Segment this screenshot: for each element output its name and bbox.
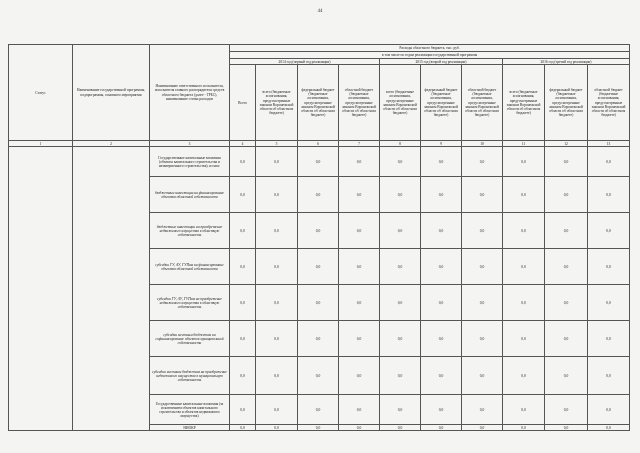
value-cell: 0,0 <box>380 147 421 177</box>
column-number: 5 <box>256 141 298 147</box>
row-label: субсидии ГУ, АУ, ГУПам на приобретение недвижимого имущества в областную собственность <box>150 285 230 321</box>
header-total: Всего <box>230 65 256 141</box>
value-cell: 0,0 <box>588 425 630 431</box>
value-cell: 0,0 <box>588 285 630 321</box>
header-program-name: Наименование государственной программы, подпрограммы, основного мероприятия <box>73 45 150 141</box>
budget-table <box>8 44 630 431</box>
value-cell: 0,0 <box>298 177 339 213</box>
value-cell: 0,0 <box>339 147 380 177</box>
value-cell: 0,0 <box>298 249 339 285</box>
value-cell: 0,0 <box>462 285 503 321</box>
value-cell: 0,0 <box>256 213 298 249</box>
value-cell: 0,0 <box>421 357 462 395</box>
value-cell: 0,0 <box>462 321 503 357</box>
value-cell: 0,0 <box>230 285 256 321</box>
header-col-regional-ext-2016: всего (бюджетные ассигнования, предусмотренные законом Воронежской области об областном бюджете) <box>503 65 545 141</box>
value-cell: 0,0 <box>339 321 380 357</box>
value-cell: 0,0 <box>230 425 256 431</box>
value-cell: 0,0 <box>462 357 503 395</box>
value-cell: 0,0 <box>462 395 503 425</box>
row-label: субсидии местным бюджетам на приобретение недвижимого имущества в муниципальную собственность <box>150 357 230 395</box>
row-label: Государственные капитальные вложения (объекты капитального строительства и незавершенного строительства), из них: <box>150 147 230 177</box>
value-cell: 0,0 <box>230 147 256 177</box>
header-col-federal-2016: федеральный бюджет (бюджетные ассигнования, предусмотренные законом Воронежской области об областном бюджете) <box>545 65 588 141</box>
value-cell: 0,0 <box>298 213 339 249</box>
value-cell: 0,0 <box>380 425 421 431</box>
value-cell: 0,0 <box>339 357 380 395</box>
value-cell: 0,0 <box>545 321 588 357</box>
value-cell: 0,0 <box>256 249 298 285</box>
value-cell: 0,0 <box>421 249 462 285</box>
value-cell: 0,0 <box>421 213 462 249</box>
row-label: субсидии местным бюджетам на софинансирование объектов муниципальной собственности <box>150 321 230 357</box>
value-cell: 0,0 <box>230 357 256 395</box>
header-col-regional-2016: областной бюджет (бюджетные ассигнования, предусмотренные законом Воронежской области об областном бюджете) <box>588 65 630 141</box>
header-col-federal-2015: федеральный бюджет (бюджетные ассигнования, предусмотренные законом Воронежской области об областном бюджете) <box>421 65 462 141</box>
value-cell: 0,0 <box>256 425 298 431</box>
header-col-regional-2014: областной бюджет (бюджетные ассигнования, предусмотренные законом Воронежской области об областном бюджете) <box>339 65 380 141</box>
row-label: бюджетные инвестиции на финансирование объектов областной собственности <box>150 177 230 213</box>
value-cell: 0,0 <box>588 147 630 177</box>
header-col-regional-2015: областной бюджет (бюджетные ассигнования, предусмотренные законом Воронежской области об областном бюджете) <box>462 65 503 141</box>
value-cell: 0,0 <box>421 425 462 431</box>
value-cell: 0,0 <box>503 285 545 321</box>
value-cell: 0,0 <box>545 425 588 431</box>
header-col-regional-ext-2014: всего (бюджетные ассигнования, предусмотренные законом Воронежской области об областном бюджете) <box>256 65 298 141</box>
header-col-federal-2014: федеральный бюджет (бюджетные ассигнования, предусмотренные законом Воронежской области об областном бюджете) <box>298 65 339 141</box>
value-cell: 0,0 <box>380 321 421 357</box>
column-number: 2 <box>73 141 150 147</box>
value-cell: 0,0 <box>503 321 545 357</box>
column-number: 13 <box>588 141 630 147</box>
value-cell: 0,0 <box>462 147 503 177</box>
row-label: субсидии ГУ, АУ, ГУПам на финансирование объектов областной собственности <box>150 249 230 285</box>
value-cell: 0,0 <box>298 425 339 431</box>
value-cell: 0,0 <box>545 249 588 285</box>
value-cell: 0,0 <box>339 395 380 425</box>
value-cell: 0,0 <box>380 177 421 213</box>
page-number: 44 <box>317 9 323 14</box>
column-number: 3 <box>150 141 230 147</box>
value-cell: 0,0 <box>545 177 588 213</box>
column-number: 7 <box>339 141 380 147</box>
value-cell: 0,0 <box>421 177 462 213</box>
column-number: 9 <box>421 141 462 147</box>
value-cell: 0,0 <box>380 395 421 425</box>
value-cell: 0,0 <box>588 213 630 249</box>
value-cell: 0,0 <box>298 147 339 177</box>
column-number: 12 <box>545 141 588 147</box>
value-cell: 0,0 <box>421 147 462 177</box>
value-cell: 0,0 <box>256 177 298 213</box>
value-cell: 0,0 <box>380 285 421 321</box>
header-by-years: в том числе по годам реализации государственной программы <box>230 52 630 59</box>
value-cell: 0,0 <box>503 147 545 177</box>
value-cell: 0,0 <box>339 213 380 249</box>
header-status: Статус <box>9 45 73 141</box>
value-cell: 0,0 <box>421 395 462 425</box>
value-cell: 0,0 <box>230 321 256 357</box>
value-cell: 0,0 <box>503 249 545 285</box>
value-cell: 0,0 <box>503 357 545 395</box>
status-cell <box>9 147 73 431</box>
value-cell: 0,0 <box>545 147 588 177</box>
header-expenses-title: Расходы областного бюджета, тыс. руб. <box>230 45 630 52</box>
value-cell: 0,0 <box>545 357 588 395</box>
value-cell: 0,0 <box>380 357 421 395</box>
value-cell: 0,0 <box>588 321 630 357</box>
value-cell: 0,0 <box>421 285 462 321</box>
value-cell: 0,0 <box>421 321 462 357</box>
value-cell: 0,0 <box>380 213 421 249</box>
value-cell: 0,0 <box>256 357 298 395</box>
value-cell: 0,0 <box>503 395 545 425</box>
value-cell: 0,0 <box>298 285 339 321</box>
value-cell: 0,0 <box>380 249 421 285</box>
header-year-2015: 2015 год (второй год реализации) <box>380 59 503 65</box>
row-label: бюджетные инвестиции на приобретение недвижимого имущества в областную собственность <box>150 213 230 249</box>
table-row <box>9 147 630 177</box>
row-label: НИОКР <box>150 425 230 431</box>
program-cell <box>73 147 150 431</box>
value-cell: 0,0 <box>256 395 298 425</box>
value-cell: 0,0 <box>462 213 503 249</box>
value-cell: 0,0 <box>462 177 503 213</box>
column-number: 4 <box>230 141 256 147</box>
column-number: 10 <box>462 141 503 147</box>
header-year-2016: 2016 год (третий год реализации) <box>503 59 630 65</box>
value-cell: 0,0 <box>503 213 545 249</box>
value-cell: 0,0 <box>339 249 380 285</box>
value-cell: 0,0 <box>256 321 298 357</box>
column-number: 1 <box>9 141 73 147</box>
value-cell: 0,0 <box>588 249 630 285</box>
value-cell: 0,0 <box>588 357 630 395</box>
value-cell: 0,0 <box>298 321 339 357</box>
column-number: 11 <box>503 141 545 147</box>
value-cell: 0,0 <box>588 395 630 425</box>
value-cell: 0,0 <box>503 425 545 431</box>
header-year-2014: 2014 год (первый год реализации) <box>230 59 380 65</box>
value-cell: 0,0 <box>339 425 380 431</box>
value-cell: 0,0 <box>588 177 630 213</box>
header-col-regional-ext-2015: всего (бюджетные ассигнования, предусмотренные законом Воронежской области об областном бюджете) <box>380 65 421 141</box>
value-cell: 0,0 <box>503 177 545 213</box>
value-cell: 0,0 <box>298 357 339 395</box>
value-cell: 0,0 <box>545 285 588 321</box>
value-cell: 0,0 <box>256 285 298 321</box>
value-cell: 0,0 <box>462 249 503 285</box>
value-cell: 0,0 <box>298 395 339 425</box>
value-cell: 0,0 <box>230 249 256 285</box>
value-cell: 0,0 <box>230 213 256 249</box>
value-cell: 0,0 <box>230 395 256 425</box>
header-executor: Наименование ответственного исполнителя, исполнителя главного распорядителя средств областного бюджета (далее - ГРБС), наименование статьи расходов <box>150 45 230 141</box>
column-number: 6 <box>298 141 339 147</box>
value-cell: 0,0 <box>339 285 380 321</box>
value-cell: 0,0 <box>339 177 380 213</box>
value-cell: 0,0 <box>545 395 588 425</box>
row-label: Государственные капитальные вложения (за исключением объектов капитального строительства и объектов недвижимого имущества) <box>150 395 230 425</box>
value-cell: 0,0 <box>462 425 503 431</box>
value-cell: 0,0 <box>230 177 256 213</box>
value-cell: 0,0 <box>256 147 298 177</box>
value-cell: 0,0 <box>545 213 588 249</box>
column-number: 8 <box>380 141 421 147</box>
